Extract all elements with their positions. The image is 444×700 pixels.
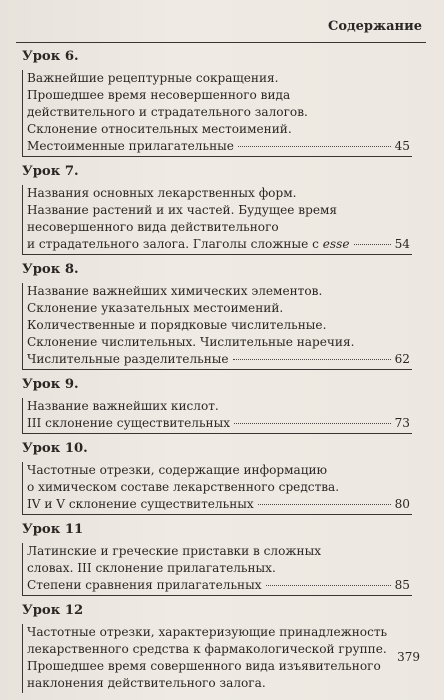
lesson-title: Урок 10. <box>22 441 88 456</box>
entry-text: Числительные разделительные <box>27 352 229 366</box>
page-ref: 73 <box>394 416 410 430</box>
leader-dots <box>354 244 391 245</box>
entry-line: о химическом составе лекарственного средства. <box>27 480 340 494</box>
page-ref: 45 <box>394 139 410 153</box>
entry-line: Прошедшее время несовершенного вида <box>27 88 291 102</box>
toc-entry-link[interactable] <box>27 138 412 155</box>
toc-lesson-6 <box>22 48 412 157</box>
entry-line: Склонение указательных местоимений. <box>27 301 284 315</box>
entry-line: Прошедшее время совершенного вида изъявительного <box>27 659 381 673</box>
toc-lesson-7 <box>22 163 412 255</box>
lesson-title: Урок 9. <box>22 377 79 392</box>
entry-line: Название важнейших химических элементов. <box>27 284 323 298</box>
lesson-title: Урок 11 <box>22 522 84 537</box>
toc-entry-link[interactable] <box>27 496 412 513</box>
page-ref: 62 <box>394 352 410 366</box>
entry-line: Название важнейших кислот. <box>27 399 219 413</box>
entry-text: Степени сравнения прилагательных <box>27 578 262 592</box>
lesson-entries <box>22 462 412 515</box>
entry-text: Местоименные прилагательные <box>27 139 234 153</box>
leader-dots <box>258 504 391 505</box>
entry-line: Названия основных лекарственных форм. <box>27 186 297 200</box>
entry-line: Склонение относительных местоимений. <box>27 122 292 136</box>
leader-dots <box>266 585 391 586</box>
entry-line: действительного и страдательного залогов. <box>27 105 308 119</box>
section-title: Содержание <box>327 19 422 34</box>
entry-line: Латинские и греческие приставки в сложных <box>27 544 322 558</box>
lesson-entries <box>22 543 412 596</box>
lesson-title: Урок 7. <box>22 164 79 179</box>
entry-text <box>27 236 350 253</box>
lesson-entries <box>22 185 412 255</box>
lesson-entries <box>22 283 412 370</box>
leader-dots <box>234 423 391 424</box>
page-ref: 80 <box>394 497 410 511</box>
toc-lesson-8 <box>22 261 412 370</box>
lesson-title: Урок 6. <box>22 49 79 64</box>
toc-lesson-9 <box>22 376 412 434</box>
entry-line: словах. III склонение прилагательных. <box>27 561 276 575</box>
toc-entry-link[interactable] <box>27 351 412 368</box>
toc-entry-link[interactable] <box>27 236 412 253</box>
entry-line: несовершенного вида действительного <box>27 220 279 234</box>
toc-entry-link[interactable] <box>27 415 412 432</box>
leader-dots <box>233 359 391 360</box>
entry-line: Склонение числительных. Числительные наречия. <box>27 335 355 349</box>
lesson-entries <box>22 624 412 693</box>
page-ref: 85 <box>394 578 410 592</box>
entry-line: наклонения действительного залога. <box>27 676 266 690</box>
toc-entry-link[interactable] <box>27 577 412 594</box>
entry-line: Количественные и порядковые числительные. <box>27 318 327 332</box>
toc-lesson-11 <box>22 521 412 596</box>
entry-line: Частотные отрезки, содержащие информацию <box>27 463 328 477</box>
latin-word: esse <box>322 237 350 251</box>
entry-line: Название растений и их частей. Будущее время <box>27 203 338 217</box>
toc-lesson-10 <box>22 440 412 515</box>
lesson-entries <box>22 70 412 157</box>
entry-text: IV и V склонение существительных <box>27 497 254 511</box>
leader-dots <box>238 146 391 147</box>
page-number: 379 <box>397 650 420 664</box>
entry-line: Важнейшие рецептурные сокращения. <box>27 71 279 85</box>
running-head <box>0 10 444 40</box>
entry-text-main: и страдательного залога. Глаголы сложные с <box>27 237 319 251</box>
entry-line: лекарственного средства к фармакологической группе. <box>27 642 387 656</box>
header-rule <box>16 42 426 43</box>
toc-lesson-12 <box>22 602 412 693</box>
table-of-contents <box>22 48 412 699</box>
page-ref: 54 <box>394 237 410 251</box>
entry-line: Частотные отрезки, характеризующие принадлежность <box>27 625 388 639</box>
entry-text: III склонение существительных <box>27 416 231 430</box>
lesson-entries <box>22 398 412 434</box>
lesson-title: Урок 8. <box>22 262 79 277</box>
lesson-title: Урок 12 <box>22 603 84 618</box>
